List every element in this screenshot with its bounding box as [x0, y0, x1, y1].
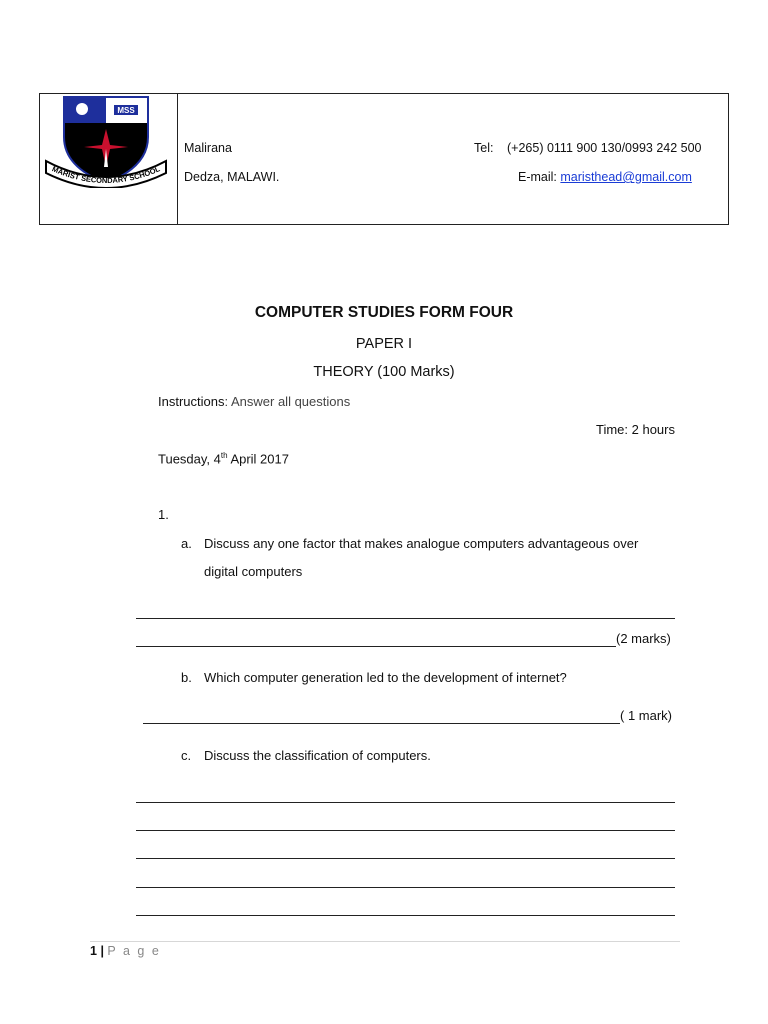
- answer-line[interactable]: [136, 915, 675, 916]
- date-prefix: Tuesday, 4: [158, 451, 221, 467]
- footer-rule: [90, 941, 680, 942]
- exam-title: COMPUTER STUDIES FORM FOUR: [254, 304, 514, 321]
- question-1b-text: Which computer generation led to the development of internet?: [204, 670, 567, 685]
- answer-line[interactable]: [136, 618, 675, 619]
- school-crest-logo: [44, 93, 168, 188]
- question-1a-label: a.: [181, 536, 192, 551]
- question-1c-text: Discuss the classification of computers.: [204, 748, 431, 763]
- answer-line[interactable]: [143, 723, 620, 724]
- date-suffix: April 2017: [227, 451, 289, 467]
- answer-line[interactable]: [136, 802, 675, 803]
- answer-line[interactable]: [136, 887, 675, 888]
- question-1b-label: b.: [181, 670, 192, 685]
- letterhead-divider: [177, 93, 178, 225]
- question-1b-marks: ( 1 mark): [620, 708, 672, 723]
- time-allowed: Time: 2 hours: [596, 422, 675, 437]
- email-link[interactable]: maristhead@gmail.com: [560, 170, 692, 184]
- tel-value: (+265) 0111 900 130/0993 242 500: [507, 141, 702, 155]
- address-line-2: Dedza, MALAWI.: [184, 170, 280, 184]
- page-number: 1: [90, 944, 97, 958]
- instructions: [158, 394, 350, 409]
- page-footer: [90, 944, 161, 958]
- footer-separator: |: [100, 944, 104, 958]
- tel-label: Tel:: [474, 141, 494, 155]
- paper-number: PAPER I: [355, 336, 413, 352]
- email-row: [518, 170, 692, 184]
- question-1a-marks: (2 marks): [616, 631, 671, 646]
- paper-type: THEORY (100 Marks): [313, 364, 455, 380]
- answer-line[interactable]: [136, 646, 616, 647]
- logo-banner-text: MARIST SECONDARY SCHOOL: [50, 164, 162, 186]
- question-1-number: 1.: [158, 507, 169, 522]
- instructions-text: : Answer all questions: [224, 394, 351, 409]
- exam-date: [158, 451, 289, 466]
- page-word: P a g e: [107, 944, 161, 958]
- date-suffix-sup: th: [220, 451, 228, 460]
- address-line-1: Malirana: [184, 141, 232, 155]
- logo-letters: MSS: [117, 106, 135, 115]
- answer-line[interactable]: [136, 858, 675, 859]
- email-label: E-mail:: [518, 170, 557, 184]
- answer-line[interactable]: [136, 830, 675, 831]
- question-1a-text-line1: Discuss any one factor that makes analogue computers advantageous over: [204, 536, 639, 551]
- question-1a-text-line2: digital computers: [204, 564, 303, 579]
- question-1c-label: c.: [181, 748, 192, 763]
- instructions-label: Instructions: [158, 394, 225, 409]
